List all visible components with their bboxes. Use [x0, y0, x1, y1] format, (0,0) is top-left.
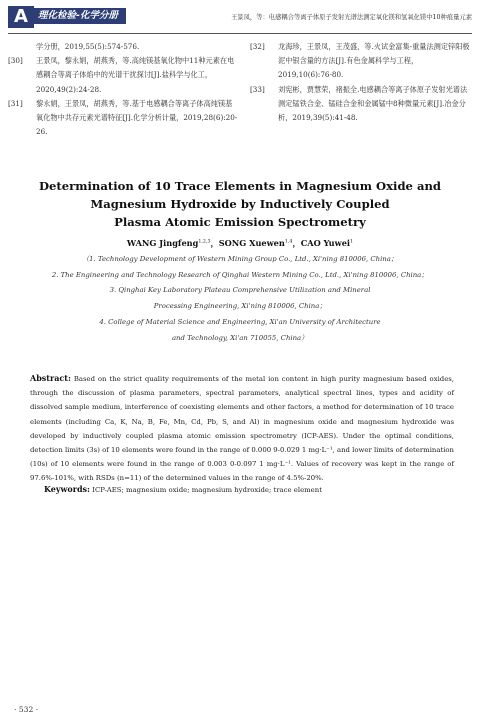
reference-number: [32] [250, 42, 265, 51]
author-affiliation-mark: 1,4 [284, 239, 293, 245]
keywords [44, 484, 454, 494]
affiliation-line: 4. College of Material Science and Engineering, Xi'an University of Architecture [99, 317, 381, 326]
abstract-text: Based on the strict quality requirements of the metal ion content in high purity magnesium based oxides, through the discussion of plasma parameters, spectral parameters, analytical spectral lines, types and acidity of dissolved sample medium, interference of coexisting elements and other factors, a method for determination of 10 trace elements (including Ca, K, Na, B, Fe, Mn, Cd, Pb, S, and Al) in magnesium oxide and magnesium hydroxide was developed by inductively coupled plasma atomic emission spectrometry (ICP-AES). Under the optimal conditions, detection limits (3s) of 10 elements were found in the range of 0.000 9-0.029 1 mg·L⁻¹, and lower limits of determination (10s) of 10 elements were found in the range of 0.003 0-0.097 1 mg·L⁻¹. Values of recovery was kept in the range of 97.6%-101%, with RSDs (n=11) of the determined values in the range of 4.5%-20%. [30, 375, 454, 483]
title-line-1: Determination of 10 Trace Elements in Magnesium Oxide and [38, 179, 442, 193]
abstract [30, 371, 454, 486]
author-name: SONG Xuewen [218, 238, 285, 248]
reference-number: [31] [8, 98, 23, 108]
affiliation-line: 3. Qinghai Key Laboratory Plateau Comprehensive Utilization and Mineral [109, 286, 371, 295]
abstract-label: Abstract: [30, 373, 71, 383]
paper-title [30, 177, 450, 232]
page-number: · 532 · [14, 705, 39, 714]
keywords-label: Keywords: [44, 484, 91, 494]
affiliation-line: 2. The Engineering and Technology Research of Qinghai Western Mining Co., Ltd., Xi'ning 810006, China； [51, 270, 429, 279]
author-name: WANG Jingfeng [126, 238, 199, 248]
author-separator: ， [292, 238, 301, 248]
reference-text: 黎永娟，王景凤，胡燕秀，等.基于电感耦合等离子体高纯镁基氧化物中共存元素光谱特征[J].化学分析计量，2019,28(6):20-26. [36, 98, 238, 137]
journal-logo: A [8, 6, 34, 28]
keywords-text: ICP-AES; magnesium oxide; magnesium hydroxide; trace element [92, 486, 322, 494]
author-separator: ， [210, 238, 219, 248]
reference-number: [30] [8, 56, 23, 66]
title-line-3: Plasma Atomic Emission Spectrometry [114, 215, 366, 230]
references-left-column [8, 40, 238, 139]
reference-number: [33] [250, 84, 265, 94]
references-right-column [250, 40, 472, 125]
reference-item [250, 40, 472, 83]
reference-item [250, 83, 472, 126]
affiliation-line: Processing Engineering, Xi'ning 810006, China； [153, 302, 327, 311]
reference-text: 王景凤，黎永娟，胡燕秀，等.高纯镁基氧化物中11种元素在电感耦合等离子体焰中的光谱干扰探讨[J].盐科学与化工，2020,49(2):24-28. [36, 56, 235, 94]
running-head: 王景凤，等：电感耦合等离子体原子发射光谱法测定氧化镁和氢氧化镁中10种痕量元素 [231, 14, 472, 21]
author-affiliation-mark: 1 [350, 239, 354, 245]
reference-item [8, 54, 238, 97]
affiliations [0, 252, 480, 346]
reference-text: 龙海珍，王景凤，王茂盛，等.火试金富集-重量法测定锌阳极泥中银含量的方法[J].有色金属科学与工程，2019,10(6):76-80. [278, 42, 470, 80]
header-divider [8, 33, 472, 34]
author-name: CAO Yuwei [300, 238, 351, 248]
affiliation-line: and Technology, Xi'an 710055, China） [171, 333, 309, 342]
reference-text: 刘宪彬，贾慧荣，褚振全.电感耦合等离子体原子发射光谱法测定锰铁合金、锰硅合金和金属锰中8种微量元素[J].冶金分析，2019,39(5):41-48. [278, 84, 468, 123]
affiliation-line: （1. Technology Development of Western Mining Group Co., Ltd., Xi'ning 810006, China； [82, 255, 398, 263]
journal-name: 理化检验-化学分册 [30, 8, 126, 24]
title-line-2: Magnesium Hydroxide by Inductively Coupled [90, 197, 390, 212]
reference-text: 学分册，2019,55(5):574-576. [36, 42, 140, 51]
journal-header [8, 6, 472, 28]
reference-item [8, 97, 238, 140]
reference-item [8, 40, 238, 54]
author-list [0, 238, 480, 249]
author-affiliation-mark: 1,2,3 [198, 239, 211, 245]
